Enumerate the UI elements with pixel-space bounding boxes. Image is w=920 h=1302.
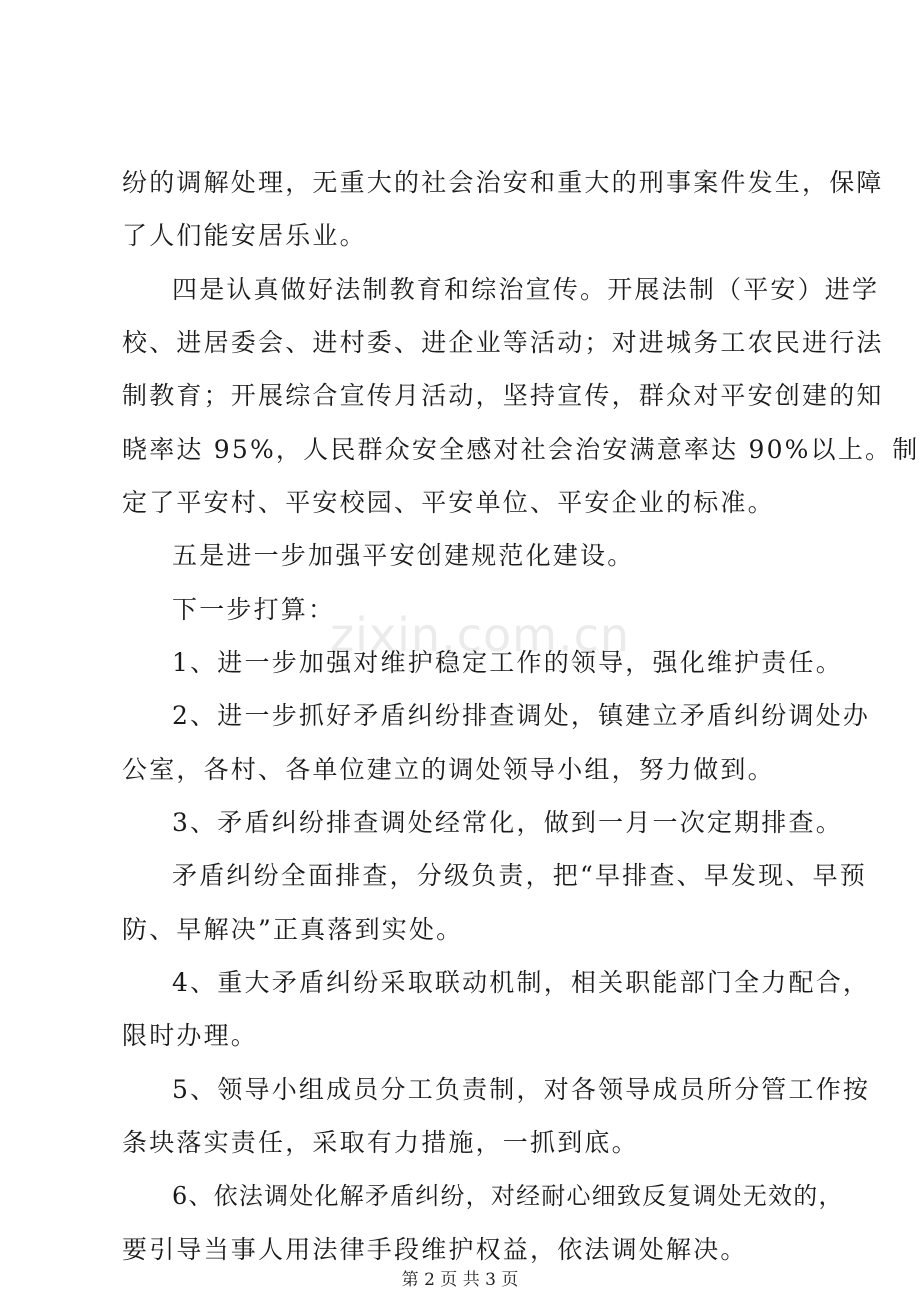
watermark: zixin.com.cn <box>330 608 631 662</box>
text-line: 条块落实责任，采取有力措施，一抓到底。 <box>122 1128 639 1157</box>
text-line: 了人们能安居乐业。 <box>122 221 367 250</box>
text-line: 四是认真做好法制教育和综治宣传。开展法制（平安）进学 <box>172 275 880 304</box>
text-line: 要引导当事人用法律手段维护权益，依法调处解决。 <box>122 1235 748 1264</box>
text-line: 公室，各村、各单位建立的调处领导小组，努力做到。 <box>122 755 775 784</box>
page-footer: 第 2 页 共 3 页 <box>401 1270 519 1290</box>
text-line: 1、进一步加强对维护稳定工作的领导，强化维护责任。 <box>172 648 843 677</box>
text-line: 五是进一步加强平安创建规范化建设。 <box>172 541 635 570</box>
text-line: 防、早解决”正真落到实处。 <box>122 915 464 944</box>
text-line: 2、进一步抓好矛盾纠纷排查调处，镇建立矛盾纠纷调处办 <box>172 701 871 730</box>
text-line: 纷的调解处理，无重大的社会治安和重大的刑事案件发生，保障 <box>122 168 884 197</box>
text-line: 4、重大矛盾纠纷采取联动机制，相关职能部门全力配合， <box>172 968 871 997</box>
text-line: 3、矛盾纠纷排查调处经常化，做到一月一次定期排查。 <box>172 808 843 837</box>
text-line: 5、领导小组成员分工负责制，对各领导成员所分管工作按 <box>172 1075 871 1104</box>
text-line: 矛盾纠纷全面排查，分级负责，把“早排查、早发现、早预 <box>172 861 867 890</box>
text-line: 校、进居委会、进村委、进企业等活动；对进城务工农民进行法 <box>122 328 884 357</box>
text-line: 晓率达 95%，人民群众安全感对社会治安满意率达 90%以上。制 <box>122 435 920 464</box>
text-line: 定了平安村、平安校园、平安单位、平安企业的标准。 <box>122 488 775 517</box>
text-line: 制教育；开展综合宣传月活动，坚持宣传，群众对平安创建的知 <box>122 381 884 410</box>
text-line: 限时办理。 <box>122 1021 259 1050</box>
text-line: 下一步打算： <box>172 595 336 624</box>
text-line: 6、依法调处化解矛盾纠纷，对经耐心细致反复调处无效的， <box>172 1182 844 1210</box>
